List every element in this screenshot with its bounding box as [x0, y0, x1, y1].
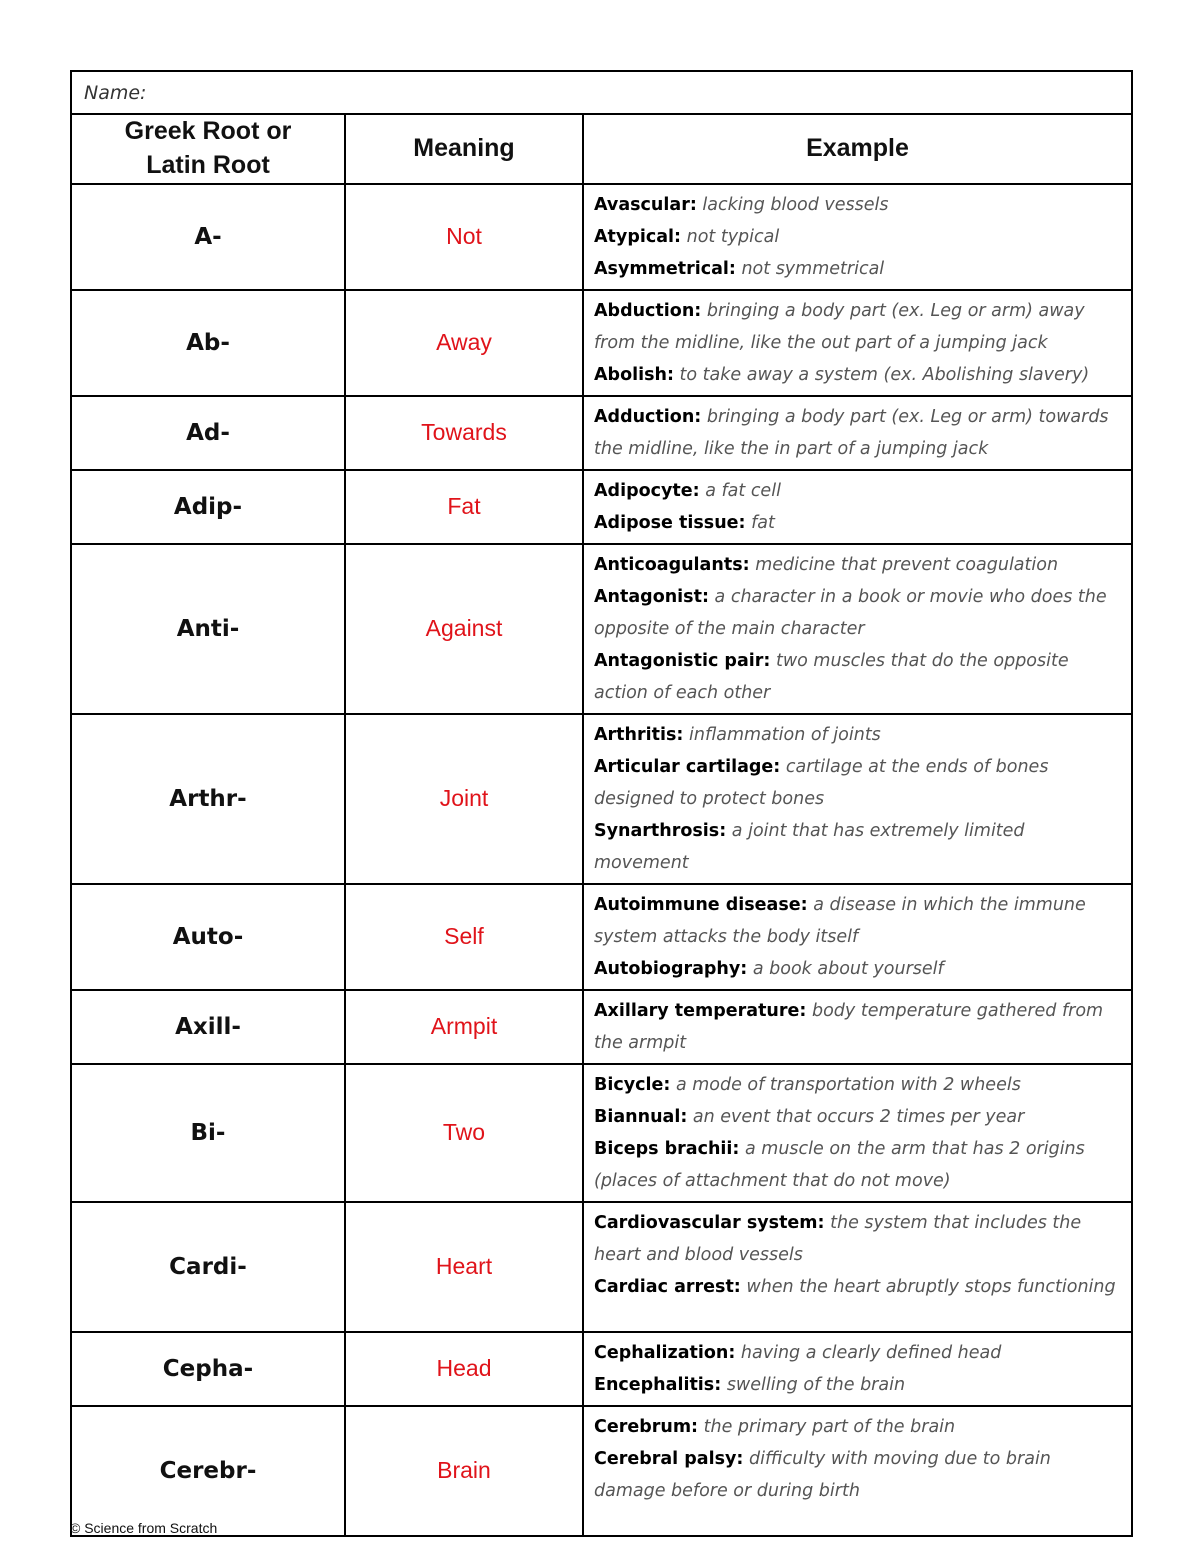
example-item [594, 1101, 1121, 1133]
example-item [594, 953, 1121, 985]
table-row [71, 184, 1132, 290]
root-cell: Adip- [71, 470, 345, 544]
example-definition: body temperature gathered from the armpit [594, 1000, 1104, 1053]
example-item [594, 645, 1121, 709]
name-row [71, 71, 1132, 114]
example-definition: having a clearly defined head [740, 1342, 1002, 1363]
example-cell [583, 184, 1132, 290]
example-definition: a joint that has extremely limited movement [594, 820, 1025, 873]
header-root [71, 114, 345, 184]
example-cell [583, 1406, 1132, 1536]
example-item [594, 1337, 1121, 1369]
table-row [71, 884, 1132, 990]
example-item [594, 401, 1121, 465]
example-definition: a muscle on the arm that has 2 origins (places of attachment that do not move) [594, 1138, 1085, 1191]
example-definition: not symmetrical [741, 258, 885, 279]
example-definition: a mode of transportation with 2 wheels [675, 1074, 1021, 1095]
meaning-cell: Joint [345, 714, 583, 884]
example-definition: lacking blood vessels [702, 194, 889, 215]
example-definition: difficulty with moving due to brain damage before or during birth [594, 1448, 1051, 1501]
meaning-cell: Away [345, 290, 583, 396]
example-item [594, 1369, 1121, 1401]
example-definition: bringing a body part (ex. Leg or arm) away from the midline, like the out part of a jumping jack [594, 300, 1085, 353]
example-item [594, 815, 1121, 879]
example-cell [583, 1202, 1132, 1332]
example-item [594, 889, 1121, 953]
copyright-footer: © Science from Scratch [70, 1520, 218, 1536]
example-item [594, 995, 1121, 1059]
example-item [594, 751, 1121, 815]
table-row [71, 290, 1132, 396]
header-root-line2: Latin Root [146, 150, 270, 179]
table-row [71, 1202, 1132, 1332]
meaning-cell: Heart [345, 1202, 583, 1332]
table-row [71, 470, 1132, 544]
meaning-cell: Two [345, 1064, 583, 1202]
header-example: Example [583, 114, 1132, 184]
root-cell: Ab- [71, 290, 345, 396]
example-item [594, 1443, 1121, 1507]
meaning-cell: Armpit [345, 990, 583, 1064]
example-cell [583, 470, 1132, 544]
example-term: Articular cartilage: [594, 756, 781, 777]
table-row [71, 990, 1132, 1064]
header-root-line1: Greek Root or [124, 117, 292, 145]
root-cell: Auto- [71, 884, 345, 990]
example-item [594, 1271, 1121, 1303]
example-cell [583, 290, 1132, 396]
table-row [71, 714, 1132, 884]
meaning-cell: Fat [345, 470, 583, 544]
root-cell: Bi- [71, 1064, 345, 1202]
example-definition: cartilage at the ends of bones designed to protect bones [594, 756, 1049, 809]
example-definition: not typical [686, 226, 780, 247]
example-definition: when the heart abruptly stops functioning [746, 1276, 1116, 1297]
example-term: Cardiac arrest: [594, 1276, 741, 1297]
example-definition: the system that includes the heart and blood vessels [594, 1212, 1082, 1265]
example-term: Biceps brachii: [594, 1138, 740, 1159]
example-definition: to take away a system (ex. Abolishing slavery) [679, 364, 1090, 385]
example-term: Atypical: [594, 226, 682, 247]
meaning-cell: Towards [345, 396, 583, 470]
table-row [71, 1332, 1132, 1406]
example-item [594, 295, 1121, 359]
example-term: Cardiovascular system: [594, 1212, 825, 1233]
example-term: Axillary temperature: [594, 1000, 807, 1021]
example-term: Synarthrosis: [594, 820, 727, 841]
example-term: Avascular: [594, 194, 697, 215]
example-cell [583, 990, 1132, 1064]
example-definition: the primary part of the brain [703, 1416, 956, 1437]
example-definition: a disease in which the immune system attacks the body itself [594, 894, 1086, 947]
header-row [71, 114, 1132, 184]
example-term: Adipose tissue: [594, 512, 746, 533]
meaning-cell: Head [345, 1332, 583, 1406]
root-cell: Axill- [71, 990, 345, 1064]
meaning-cell: Self [345, 884, 583, 990]
example-item [594, 475, 1121, 507]
root-cell: Anti- [71, 544, 345, 714]
example-term: Abduction: [594, 300, 702, 321]
example-definition: an event that occurs 2 times per year [692, 1106, 1025, 1127]
meaning-cell: Against [345, 544, 583, 714]
root-cell: Cepha- [71, 1332, 345, 1406]
example-item [594, 189, 1121, 221]
example-definition: two muscles that do the opposite action of each other [594, 650, 1069, 703]
root-cell: Ad- [71, 396, 345, 470]
root-cell: Cerebr- [71, 1406, 345, 1536]
example-term: Biannual: [594, 1106, 688, 1127]
example-term: Anticoagulants: [594, 554, 750, 575]
example-term: Arthritis: [594, 724, 684, 745]
example-cell [583, 1332, 1132, 1406]
example-item [594, 549, 1121, 581]
example-item [594, 1133, 1121, 1197]
root-cell: Cardi- [71, 1202, 345, 1332]
example-term: Antagonist: [594, 586, 709, 607]
example-term: Abolish: [594, 364, 674, 385]
name-label: Name: [71, 71, 1132, 114]
example-cell [583, 544, 1132, 714]
example-term: Antagonistic pair: [594, 650, 771, 671]
root-cell: A- [71, 184, 345, 290]
root-cell: Arthr- [71, 714, 345, 884]
example-definition: a fat cell [705, 480, 781, 501]
roots-table [70, 70, 1133, 1537]
example-definition: fat [751, 512, 775, 533]
table-row [71, 396, 1132, 470]
meaning-cell: Brain [345, 1406, 583, 1536]
example-term: Encephalitis: [594, 1374, 722, 1395]
example-item [594, 221, 1121, 253]
example-item [594, 359, 1121, 391]
example-cell [583, 714, 1132, 884]
example-item [594, 507, 1121, 539]
example-cell [583, 1064, 1132, 1202]
example-definition: a book about yourself [752, 958, 944, 979]
example-term: Cephalization: [594, 1342, 736, 1363]
example-term: Autobiography: [594, 958, 748, 979]
example-item [594, 253, 1121, 285]
example-item [594, 719, 1121, 751]
example-item [594, 1411, 1121, 1443]
example-item [594, 581, 1121, 645]
example-item [594, 1207, 1121, 1271]
example-definition: bringing a body part (ex. Leg or arm) towards the midline, like the in part of a jumping jack [594, 406, 1109, 459]
header-meaning: Meaning [345, 114, 583, 184]
table-row [71, 1406, 1132, 1536]
example-term: Cerebral palsy: [594, 1448, 744, 1469]
example-definition: inflammation of joints [688, 724, 881, 745]
example-definition: swelling of the brain [726, 1374, 906, 1395]
example-item [594, 1069, 1121, 1101]
meaning-cell: Not [345, 184, 583, 290]
example-cell [583, 884, 1132, 990]
table-row [71, 544, 1132, 714]
example-term: Adipocyte: [594, 480, 700, 501]
example-cell [583, 396, 1132, 470]
table-row [71, 1064, 1132, 1202]
example-term: Cerebrum: [594, 1416, 699, 1437]
example-term: Bicycle: [594, 1074, 671, 1095]
example-definition: a character in a book or movie who does the opposite of the main character [594, 586, 1107, 639]
example-definition: medicine that prevent coagulation [755, 554, 1059, 575]
example-term: Autoimmune disease: [594, 894, 808, 915]
example-term: Adduction: [594, 406, 702, 427]
example-term: Asymmetrical: [594, 258, 736, 279]
